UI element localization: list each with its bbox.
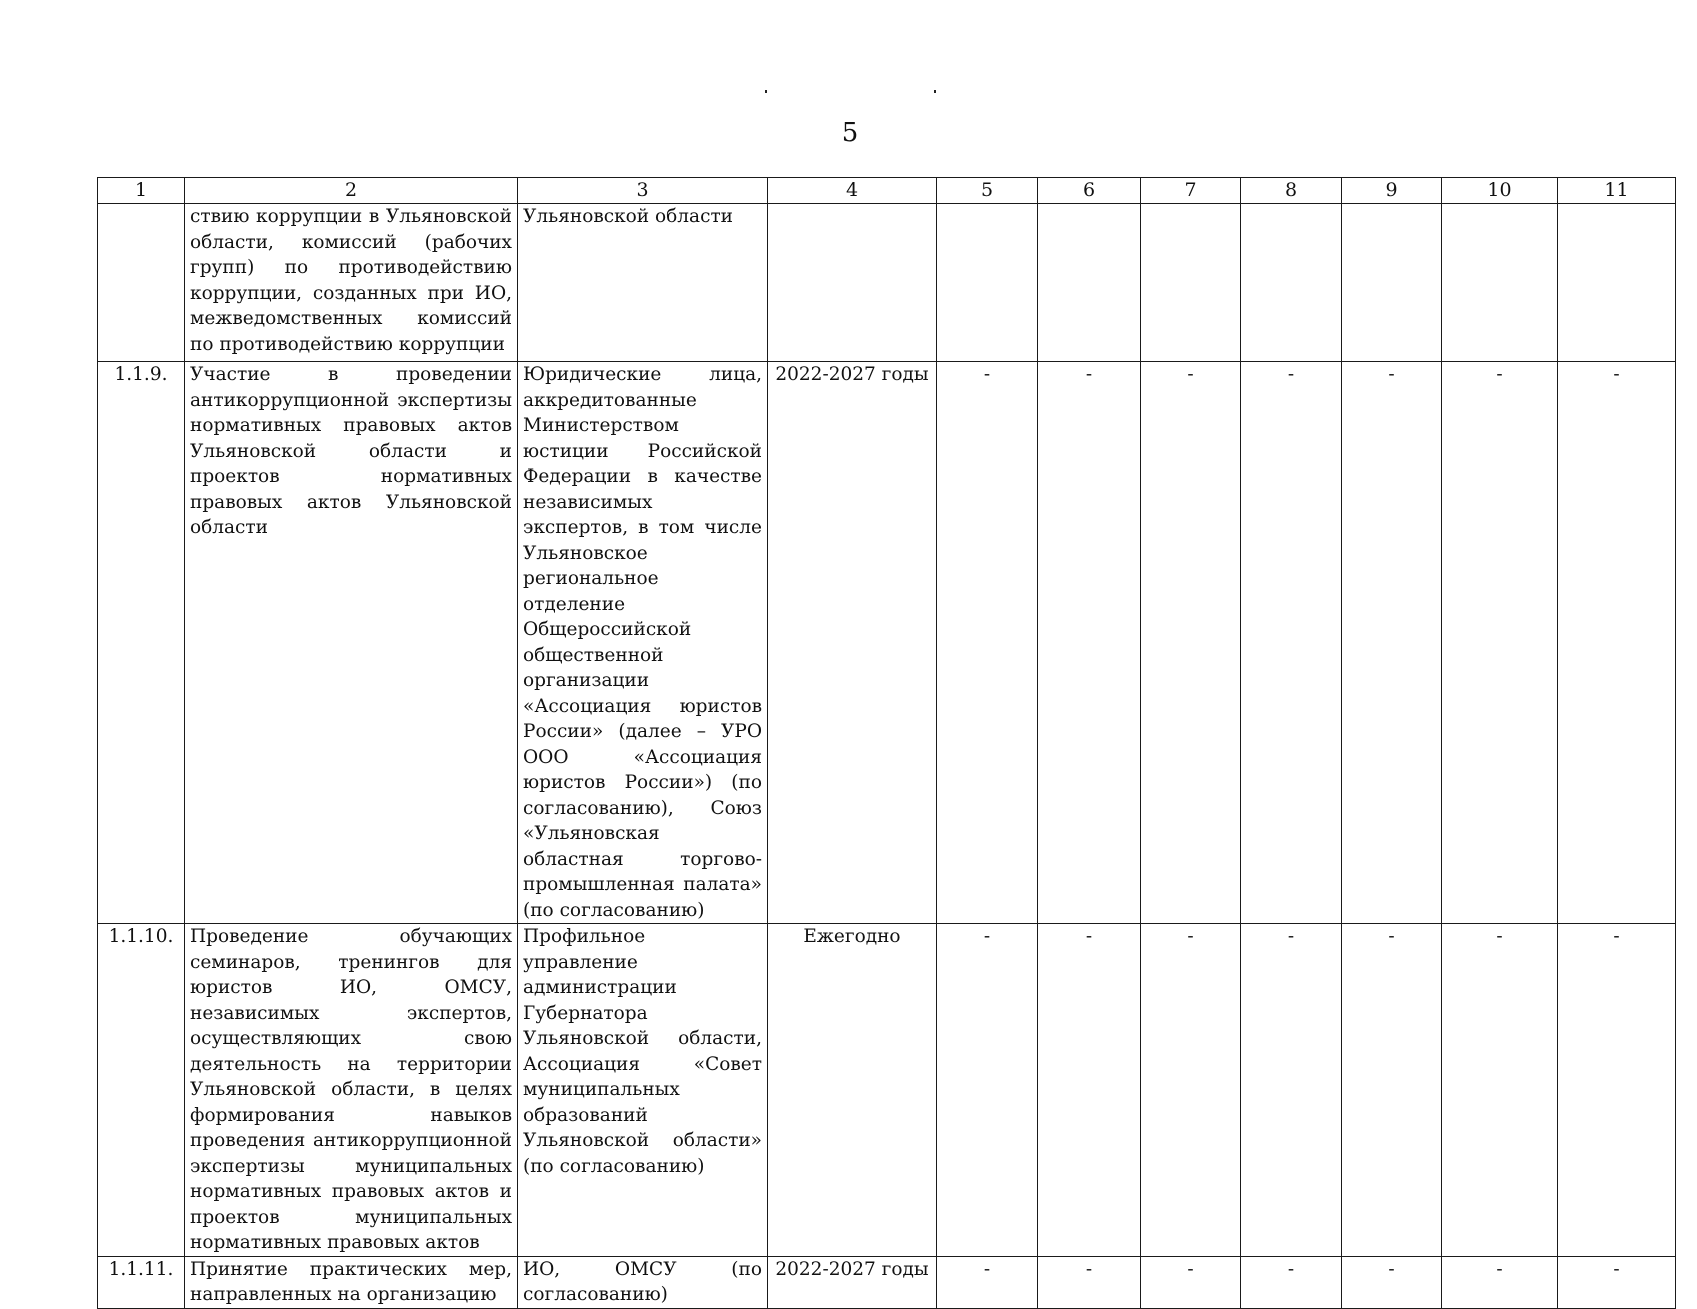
period-cell: Ежегодно [768, 924, 937, 1257]
activity-text: Участие в проведении антикоррупционной экспертизы нормативных правовых актов Ульяновской области и проектов нормативных правовых актов Ульяновской области [190, 364, 512, 538]
value-cell: - [1442, 1256, 1558, 1308]
header-row [98, 178, 1676, 204]
value-cell: - [1241, 1256, 1342, 1308]
value-cell: - [1342, 924, 1442, 1257]
executor-text: Ульяновской области [523, 206, 734, 227]
value-cell: - [1241, 362, 1342, 924]
activity-cell [185, 1256, 518, 1308]
value-cell [937, 204, 1038, 362]
column-header: 10 [1442, 178, 1558, 204]
value-cell: - [1038, 924, 1141, 1257]
period-cell [768, 204, 937, 362]
activity-text: Проведение обучающих семинаров, тренингов для юристов ИО, ОМСУ, независимых экспертов, осуществляющих свою деятельность на территории Ульяновской области, в целях формирования навыков проведения антикоррупционной экспертизы муниципальных нормативных правовых актов и проектов муниципальных нормативных правовых актов [190, 926, 512, 1253]
column-header: 3 [518, 178, 768, 204]
column-header: 9 [1342, 178, 1442, 204]
table-row [98, 924, 1676, 1257]
item-number: 1.1.10. [98, 924, 185, 1257]
scan-speck [765, 90, 767, 93]
activity-text: Принятие практических мер, направленных на организацию [190, 1258, 512, 1305]
value-cell: - [1442, 924, 1558, 1257]
executor-text: Юридические лица, аккредитованные Министерством юстиции Российской Федерации в качестве независимых экспертов, в том числе Ульяновское региональное отделение Общероссийской общественной организации «Ассоциация юристов России» (далее – УРО ООО «Ассоциация юристов России») (по согласованию), Союз «Ульяновская областная торгово-промышленная палата» (по согласованию) [523, 364, 762, 921]
executor-cell [518, 204, 768, 362]
activity-cell [185, 924, 518, 1257]
column-header: 5 [937, 178, 1038, 204]
executor-cell [518, 1256, 768, 1308]
value-cell: - [1141, 1256, 1241, 1308]
activity-cell [185, 204, 518, 362]
value-cell: - [1038, 1256, 1141, 1308]
page-number: 5 [841, 118, 859, 148]
item-number [98, 204, 185, 362]
value-cell: - [1342, 1256, 1442, 1308]
value-cell: - [937, 1256, 1038, 1308]
column-header: 6 [1038, 178, 1141, 204]
value-cell: - [1342, 362, 1442, 924]
executor-cell [518, 924, 768, 1257]
value-cell: - [1558, 924, 1676, 1257]
period-cell: 2022-2027 годы [768, 362, 937, 924]
measures-table [97, 177, 1676, 1309]
column-header: 11 [1558, 178, 1676, 204]
value-cell: - [1558, 1256, 1676, 1308]
value-cell: - [1558, 362, 1676, 924]
activity-cell [185, 362, 518, 924]
column-header: 2 [185, 178, 518, 204]
item-number: 1.1.11. [98, 1256, 185, 1308]
executor-cell [518, 362, 768, 924]
value-cell: - [937, 362, 1038, 924]
executor-text: ИО, ОМСУ (по согласованию) [523, 1258, 762, 1305]
value-cell: - [1038, 362, 1141, 924]
column-header: 8 [1241, 178, 1342, 204]
column-header: 7 [1141, 178, 1241, 204]
table-row [98, 204, 1676, 362]
scan-speck [934, 90, 936, 93]
activity-text: ствию коррупции в Ульяновской области, комиссий (рабочих групп) по противодействию коррупции, созданных при ИО, межведомственных комиссий по противодействию коррупции [190, 206, 512, 355]
value-cell [1558, 204, 1676, 362]
table-row [98, 1256, 1676, 1308]
value-cell: - [937, 924, 1038, 1257]
value-cell: - [1442, 362, 1558, 924]
value-cell [1241, 204, 1342, 362]
value-cell: - [1241, 924, 1342, 1257]
value-cell [1442, 204, 1558, 362]
value-cell [1141, 204, 1241, 362]
value-cell: - [1141, 362, 1241, 924]
column-header: 4 [768, 178, 937, 204]
period-cell: 2022-2027 годы [768, 1256, 937, 1308]
value-cell [1342, 204, 1442, 362]
item-number: 1.1.9. [98, 362, 185, 924]
value-cell [1038, 204, 1141, 362]
executor-text: Профильное управление администрации Губернатора Ульяновской области, Ассоциация «Совет муниципальных образований Ульяновской области» (по согласованию) [523, 926, 762, 1177]
table-row [98, 362, 1676, 924]
value-cell: - [1141, 924, 1241, 1257]
column-header: 1 [98, 178, 185, 204]
